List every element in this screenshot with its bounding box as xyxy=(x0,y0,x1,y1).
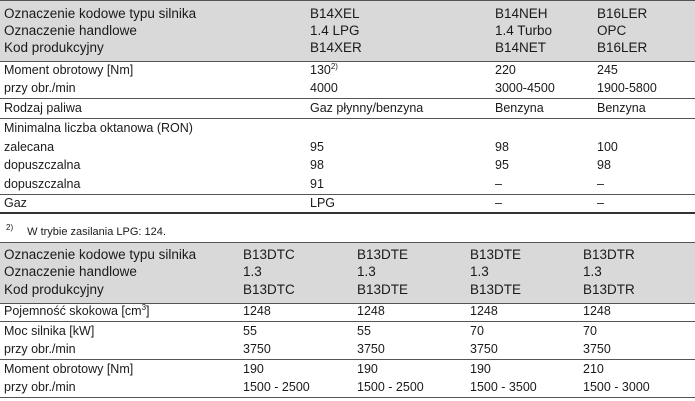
table1-fuel-col1: Gaz płynny/benzyna xyxy=(310,101,424,115)
table2-header-trade-col1: 1.3 xyxy=(243,264,262,279)
table2-header-trade-label: Oznaczenie handlowe xyxy=(4,264,137,279)
table1-octane-title: Minimalna liczba oktanowa (RON) xyxy=(4,121,193,135)
table2-torque-col1: 190 xyxy=(243,362,264,376)
table1-bottom-rule xyxy=(0,212,695,214)
table2-header-trade-col2: 1.3 xyxy=(357,264,376,279)
table1-header-production-col2: B14NET xyxy=(495,40,547,55)
table2-power-col4: 70 xyxy=(583,324,597,338)
table1-octane-allowed-col3: 98 xyxy=(597,158,611,172)
table2-power-rpm-col2: 3750 xyxy=(357,342,385,356)
table2-displacement-label-end: ] xyxy=(146,304,150,318)
table1-octane-allowed2-col1: 91 xyxy=(310,177,324,191)
table1-torque-rpm-col2: 3000-4500 xyxy=(495,81,555,95)
table2-power-rpm-col3: 3750 xyxy=(470,342,498,356)
table1-torque-col1 xyxy=(310,63,338,78)
footnote xyxy=(6,225,166,240)
table1-octane-allowed-col1: 98 xyxy=(310,158,324,172)
table2-power-rpm-col4: 3750 xyxy=(583,342,611,356)
table2-torque-rpm-col1: 1500 - 2500 xyxy=(243,380,310,394)
table1-octane-recommended-label: zalecana xyxy=(4,140,55,154)
table1-gas-col2: – xyxy=(495,196,502,210)
table2-header-trade-col3: 1.3 xyxy=(470,264,489,279)
table2-torque-rpm-col2: 1500 - 2500 xyxy=(357,380,424,394)
table1-gas-col3: – xyxy=(597,196,604,210)
table2-header-engine-code-col4: B13DTR xyxy=(583,247,635,262)
unit-exponent: 3 xyxy=(141,303,147,312)
table1-torque-col1-value: 130 xyxy=(310,63,331,77)
table1-fuel-col3: Benzyna xyxy=(597,101,646,115)
table2-power-col1: 55 xyxy=(243,324,257,338)
table1-gas-col1: LPG xyxy=(310,196,336,210)
table2-power-label: Moc silnika [kW] xyxy=(4,324,95,338)
table2-power-rpm-col1: 3750 xyxy=(243,342,271,356)
table1-octane-recommended-col3: 100 xyxy=(597,140,618,154)
table2-power-col2: 55 xyxy=(357,324,371,338)
table1-torque-rpm-col3: 1900-5800 xyxy=(597,81,657,95)
table2-header-production-col2: B13DTE xyxy=(357,282,409,297)
table1-header-engine-code-col3: B16LER xyxy=(597,6,648,21)
table2-header-trade-col4: 1.3 xyxy=(583,264,602,279)
table2-torque-rpm-label: przy obr./min xyxy=(4,380,76,394)
divider xyxy=(0,194,695,195)
table2-displacement-col1: 1248 xyxy=(243,304,271,318)
table2-power-col3: 70 xyxy=(470,324,484,338)
table2-header-engine-code-col2: B13DTE xyxy=(357,247,409,262)
divider xyxy=(0,118,695,119)
table2-displacement-label xyxy=(4,304,150,319)
divider xyxy=(0,321,695,322)
table2-displacement-col4: 1248 xyxy=(583,304,611,318)
table1-header-trade-col2: 1.4 Turbo xyxy=(495,23,553,38)
table1-header-production-label: Kod produkcyjny xyxy=(4,40,104,55)
table1-octane-allowed-col2: 95 xyxy=(495,158,509,172)
table2-power-rpm-label: przy obr./min xyxy=(4,342,76,356)
table2-displacement-col2: 1248 xyxy=(357,304,385,318)
table2-header-production-col3: B13DTE xyxy=(470,282,522,297)
table1-header-production-col1: B14XER xyxy=(310,40,362,55)
divider xyxy=(0,397,695,398)
table2-torque-col2: 190 xyxy=(357,362,378,376)
table1-octane-allowed-label: dopuszczalna xyxy=(4,158,81,172)
table1-octane-allowed2-label: dopuszczalna xyxy=(4,177,81,191)
table2-torque-col4: 210 xyxy=(583,362,604,376)
table2-header-engine-code-col3: B13DTE xyxy=(470,247,522,262)
table1-header-engine-code-col2: B14NEH xyxy=(495,6,548,21)
table1-header-trade-col1: 1.4 LPG xyxy=(310,23,360,38)
table2-header-engine-code-label: Oznaczenie kodowe typu silnika xyxy=(4,247,197,262)
table2-header-production-col4: B13DTR xyxy=(583,282,635,297)
table1-fuel-label: Rodzaj paliwa xyxy=(4,101,82,115)
table1-header-trade-label: Oznaczenie handlowe xyxy=(4,23,137,38)
table1-gas-label: Gaz xyxy=(4,196,27,210)
table1-octane-recommended-col2: 98 xyxy=(495,140,509,154)
table1-octane-allowed2-col3: – xyxy=(597,177,604,191)
footnote-text: W trybie zasilania LPG: 124. xyxy=(27,226,166,238)
table2-header-production-label: Kod produkcyjny xyxy=(4,282,104,297)
table1-fuel-col2: Benzyna xyxy=(495,101,544,115)
table1-octane-recommended-col1: 95 xyxy=(310,140,324,154)
table1-header-trade-col3: OPC xyxy=(597,23,627,38)
footnote-ref: 2) xyxy=(330,62,338,71)
table1-torque-rpm-label: przy obr./min xyxy=(4,81,76,95)
table2-displacement-col3: 1248 xyxy=(470,304,498,318)
table2-torque-label: Moment obrotowy [Nm] xyxy=(4,362,134,376)
table2-torque-rpm-col3: 1500 - 3500 xyxy=(470,380,537,394)
table1-torque-col3: 245 xyxy=(597,63,618,77)
table1-header-engine-code-label: Oznaczenie kodowe typu silnika xyxy=(4,6,197,21)
table2-header-engine-code-col1: B13DTC xyxy=(243,247,295,262)
table2-displacement-label-text: Pojemność skokowa [cm xyxy=(4,304,142,318)
table1-header-production-col3: B16LER xyxy=(597,40,648,55)
table1-torque-rpm-col1: 4000 xyxy=(310,81,338,95)
table1-header-engine-code-col1: B14XEL xyxy=(310,6,360,21)
table1-octane-allowed2-col2: – xyxy=(495,177,502,191)
table1-torque-col2: 220 xyxy=(495,63,516,77)
footnote-mark: 2) xyxy=(6,223,14,232)
divider xyxy=(0,98,695,99)
divider xyxy=(0,359,695,360)
table2-header-production-col1: B13DTC xyxy=(243,282,295,297)
table2-torque-col3: 190 xyxy=(470,362,491,376)
table1-torque-label: Moment obrotowy [Nm] xyxy=(4,63,134,77)
table2-torque-rpm-col4: 1500 - 3000 xyxy=(583,380,650,394)
